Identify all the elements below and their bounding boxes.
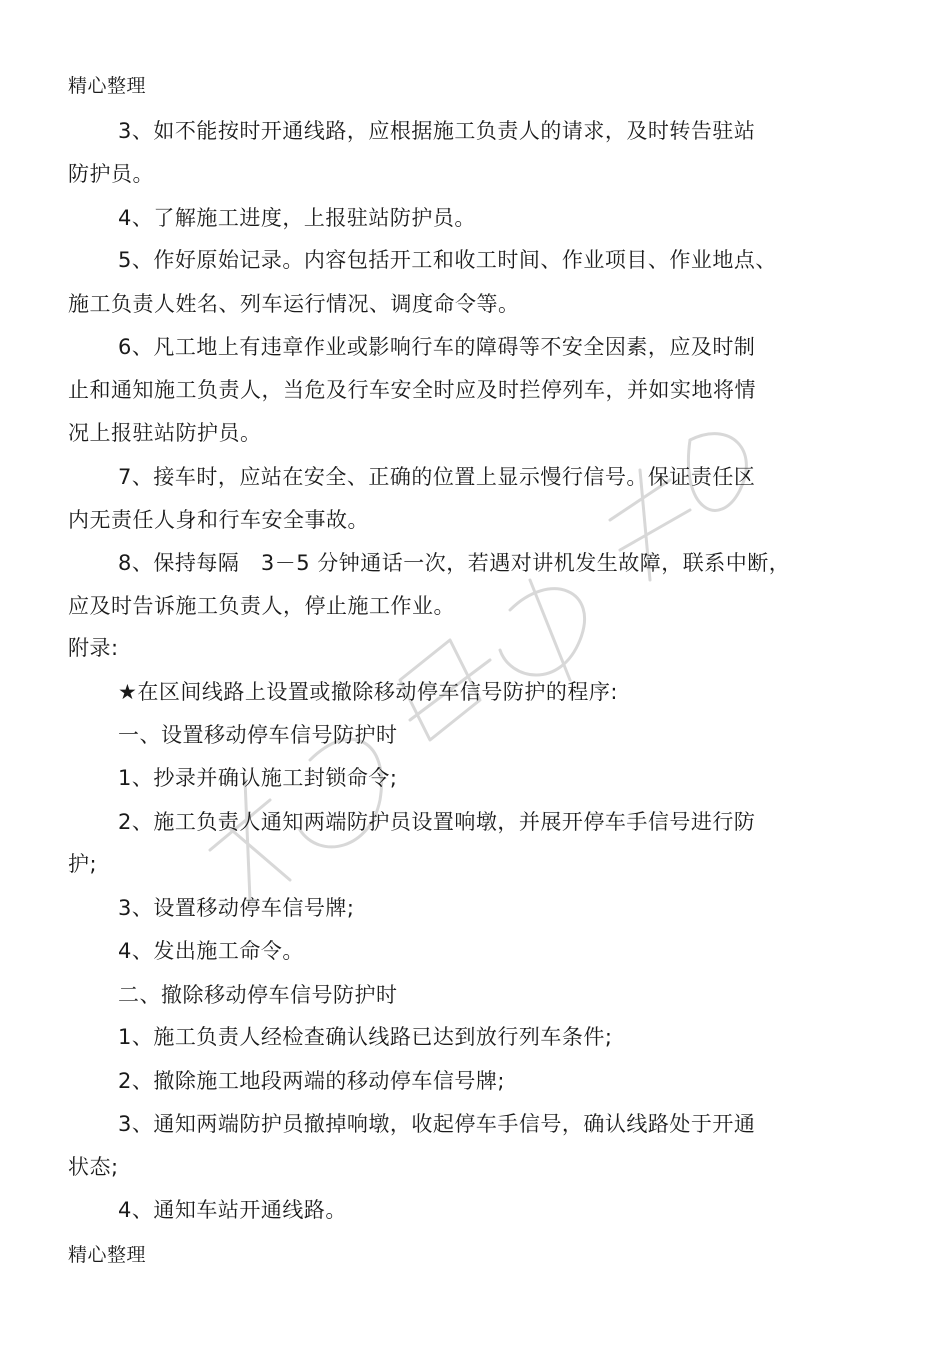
section-heading: 一、设置移动停车信号防护时 [118,723,398,747]
appendix-heading: 附录: [68,636,119,660]
list-item-continuation: 状态; [68,1155,119,1179]
page-footer: 精心整理 [68,1244,147,1266]
paragraph-line: 施工负责人姓名、列车运行情况、调度命令等。 [68,292,520,316]
paragraph-line: 3、如不能按时开通线路，应根据施工负责人的请求，及时转告驻站 [118,119,756,143]
list-item: 2、施工负责人通知两端防护员设置响墩，并展开停车手信号进行防 [118,810,756,834]
list-item: 2、撤除施工地段两端的移动停车信号牌; [118,1069,505,1093]
paragraph-line: 止和通知施工负责人，当危及行车安全时应及时拦停列车，并如实地将情 [68,378,756,402]
list-item: 3、设置移动停车信号牌; [118,896,355,920]
section-heading: 二、撤除移动停车信号防护时 [118,983,398,1007]
page-header: 精心整理 [68,75,147,97]
paragraph-line: 4、了解施工进度，上报驻站防护员。 [118,206,476,230]
list-item-continuation: 护; [68,852,98,876]
paragraph-line: 7、接车时，应站在安全、正确的位置上显示慢行信号。保证责任区 [118,465,756,489]
list-item: 4、通知车站开通线路。 [118,1198,347,1222]
paragraph-line: 防护员。 [68,162,154,186]
paragraph-line: 内无责任人身和行车安全事故。 [68,508,369,532]
paragraph-line: 应及时告诉施工负责人，停止施工作业。 [68,594,455,618]
paragraph-line: 况上报驻站防护员。 [68,421,262,445]
list-item: 3、通知两端防护员撤掉响墩，收起停车手信号，确认线路处于开通 [118,1112,756,1136]
list-item: 1、抄录并确认施工封锁命令; [118,766,398,790]
paragraph-line: 8、保持每隔 3－5 分钟通话一次，若遇对讲机发生故障，联系中断， [118,551,791,575]
paragraph-line: 6、凡工地上有违章作业或影响行车的障碍等不安全因素，应及时制 [118,335,756,359]
paragraph-line: 5、作好原始记录。内容包括开工和收工时间、作业项目、作业地点、 [118,248,777,272]
list-item: 4、发出施工命令。 [118,939,304,963]
list-item: 1、施工负责人经检查确认线路已达到放行列车条件; [118,1025,613,1049]
appendix-title: ★在区间线路上设置或撤除移动停车信号防护的程序: [118,680,618,704]
